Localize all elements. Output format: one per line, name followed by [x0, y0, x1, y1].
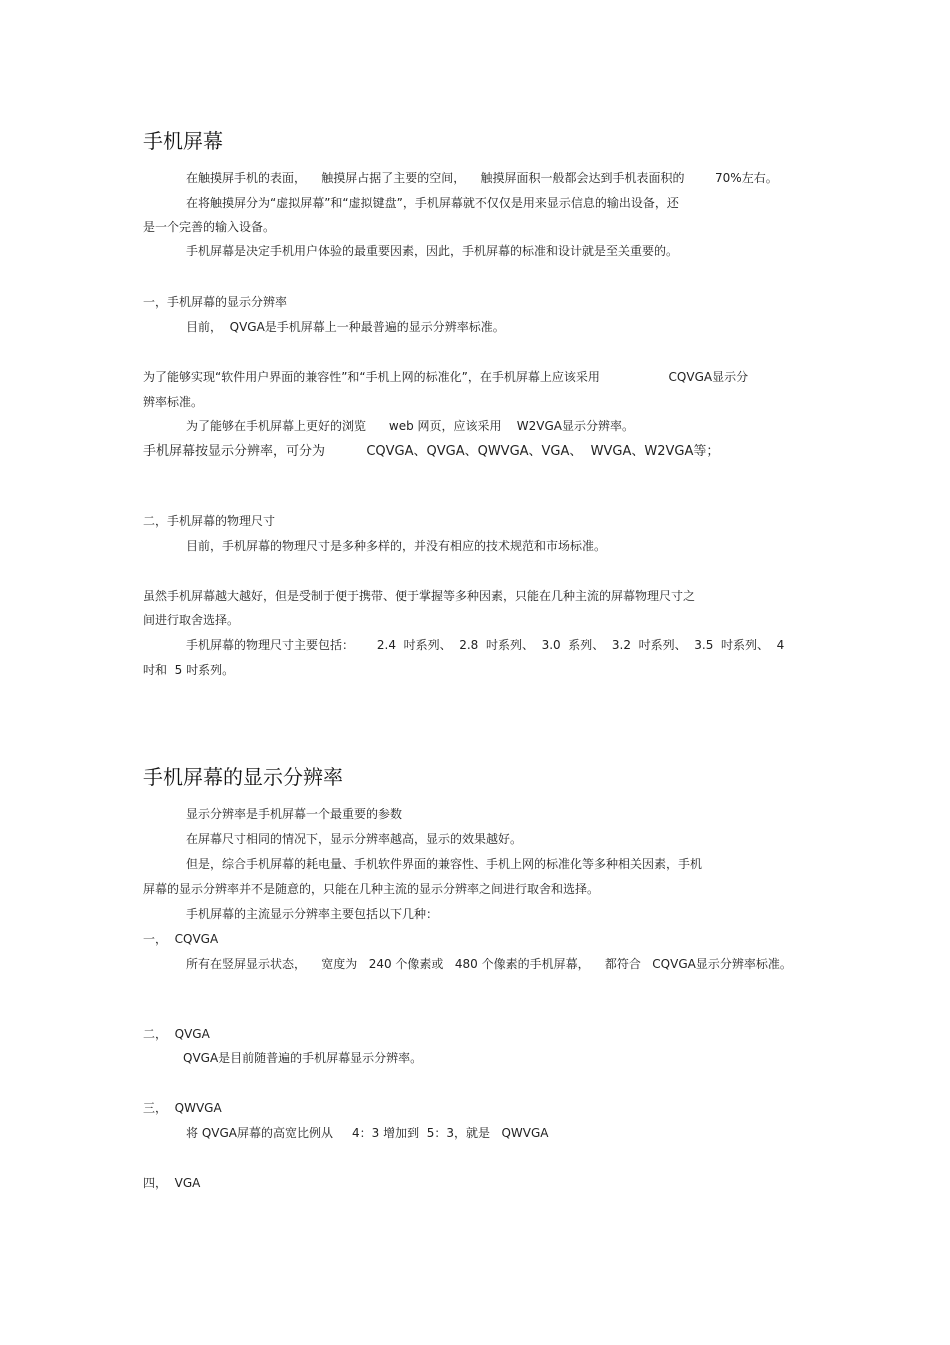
paragraph: 手机屏幕是决定手机用户体验的最重要因素，因此，手机屏幕的标准和设计就是至关重要的。: [186, 244, 679, 258]
subsection-heading: 一，手机屏幕的显示分辨率: [143, 295, 288, 309]
list-item-heading: 二， QVGA: [143, 1027, 210, 1041]
paragraph: 为了能够在手机屏幕上更好的浏览 web 网页，应该采用 W2VGA显示分辨率。: [186, 419, 634, 433]
paragraph: 虽然手机屏幕越大越好，但是受制于便于携带、便于掌握等多种因素，只能在几种主流的屏幕物理尺寸之: [143, 589, 696, 603]
paragraph: 目前，手机屏幕的物理尺寸是多种多样的，并没有相应的技术规范和市场标准。: [186, 539, 607, 553]
list-item-description: QVGA是目前随普遍的手机屏幕显示分辨率。: [183, 1051, 423, 1065]
subsection-heading: 二，手机屏幕的物理尺寸: [143, 514, 276, 528]
list-item-heading: 一， CQVGA: [143, 932, 219, 946]
paragraph: 在屏幕尺寸相同的情况下，显示分辨率越高，显示的效果越好。: [186, 832, 523, 846]
paragraph: 手机屏幕的物理尺寸主要包括： 2.4 吋系列、 2.8 吋系列、 3.0 系列、 3.2 吋系列、 3.5 吋系列、 4: [186, 638, 785, 652]
paragraph: 显示分辨率是手机屏幕一个最重要的参数: [186, 807, 403, 821]
paragraph: 但是，综合手机屏幕的耗电量、手机软件界面的兼容性、手机上网的标准化等多种相关因素，手机: [186, 857, 703, 871]
list-item-description: 所有在竖屏显示状态， 宽度为 240 个像素或 480 个像素的手机屏幕， 都符合 CQVGA显示分辨率标准。: [186, 957, 792, 971]
paragraph: 手机屏幕按显示分辨率，可分为 CQVGA、QVGA、QWVGA、VGA、 WVGA、W2VGA等；: [143, 444, 720, 459]
paragraph-continuation: 吋和 5 吋系列。: [143, 663, 235, 677]
list-item-heading: 三， QWVGA: [143, 1101, 222, 1115]
list-item-description: 将 QVGA屏幕的高宽比例从 4：3 增加到 5：3，就是 QWVGA: [186, 1126, 549, 1140]
paragraph-continuation: 屏幕的显示分辨率并不是随意的，只能在几种主流的显示分辨率之间进行取舍和选择。: [143, 882, 600, 896]
paragraph-continuation: 间进行取舍选择。: [143, 613, 240, 627]
paragraph: 目前， QVGA是手机屏幕上一种最普遍的显示分辨率标准。: [186, 320, 505, 334]
paragraph-continuation: 是一个完善的输入设备。: [143, 220, 276, 234]
section-title: 手机屏幕的显示分辨率: [143, 765, 343, 789]
paragraph: 在将触摸屏分为“虚拟屏幕”和“虚拟键盘”，手机屏幕就不仅仅是用来显示信息的输出设备，还: [186, 196, 679, 210]
section-title: 手机屏幕: [143, 129, 223, 153]
list-item-heading: 四， VGA: [143, 1176, 201, 1190]
paragraph: 手机屏幕的主流显示分辨率主要包括以下几种：: [186, 907, 439, 921]
paragraph: 为了能够实现“软件用户界面的兼容性”和“手机上网的标准化”，在手机屏幕上应该采用 CQVGA显示分: [143, 370, 749, 384]
paragraph-continuation: 辨率标准。: [143, 395, 204, 409]
paragraph: 在触摸屏手机的表面， 触摸屏占据了主要的空间， 触摸屏面积一般都会达到手机表面积的 70%左右。: [186, 171, 778, 185]
